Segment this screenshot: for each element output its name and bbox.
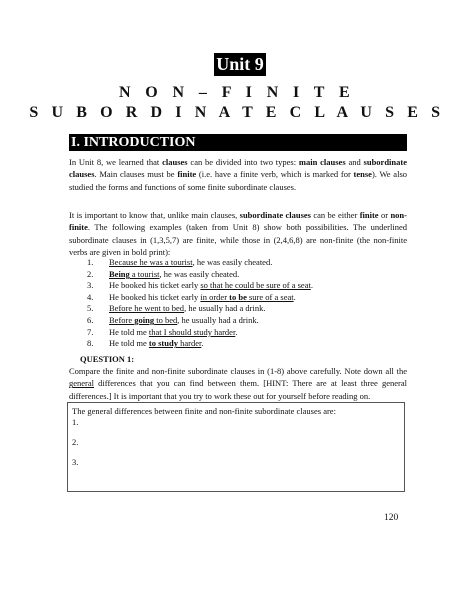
example-number: 5.	[87, 303, 94, 314]
underlined-text: so that he could be sure of a seat	[200, 280, 311, 291]
text-run: (i.e. have a finite verb, which is marked for	[196, 169, 354, 180]
text-run: or	[378, 210, 391, 220]
text-run: ). We also studied the forms and functions of some finite subordinate clauses.	[69, 169, 408, 192]
bold-term: subordinate clauses	[69, 157, 407, 180]
underlined-text: sure of a seat	[246, 291, 294, 302]
text-run: .	[293, 291, 296, 302]
bold-term: main clauses	[298, 157, 346, 167]
question-text	[69, 365, 407, 402]
example-item	[69, 338, 407, 350]
example-item	[69, 303, 407, 315]
unit-label: Unit 9	[214, 53, 266, 76]
example-number: 7.	[87, 326, 94, 337]
text-run: He booked his ticket early	[109, 280, 201, 291]
example-number: 2.	[87, 268, 94, 279]
text-run: , he usually had a drink.	[184, 303, 266, 314]
bold-term: Being	[109, 268, 130, 279]
example-item	[69, 292, 407, 304]
example-sentence	[109, 338, 203, 350]
answer-slot-1[interactable]: 1.	[72, 417, 79, 427]
text-run: , he was easily cheated.	[159, 268, 240, 279]
example-number: 4.	[87, 291, 94, 302]
underlined-text: general	[69, 378, 95, 389]
text-run: It is important to know that, unlike main clauses,	[69, 210, 240, 220]
bold-term: going	[134, 314, 155, 325]
example-item	[69, 315, 407, 327]
examples-list	[69, 257, 407, 350]
underlined-text: to bed	[154, 314, 178, 325]
answer-prompt: The general differences between finite and non-finite subordinate clauses are:	[72, 406, 336, 416]
underlined-text: that I should study harder	[148, 326, 236, 337]
title-line-2: S U B O R D I N A T E C L A U S E S	[29, 104, 445, 121]
example-item	[69, 280, 407, 292]
text-run: He booked his ticket early	[109, 291, 201, 302]
example-sentence	[109, 257, 272, 269]
text-run: and	[345, 157, 364, 167]
intro-paragraph-2	[69, 209, 407, 258]
bold-term: to be	[229, 291, 247, 302]
example-item	[69, 269, 407, 281]
title-line-1: N O N – F I N I T E	[118, 84, 356, 101]
page-number: 120	[384, 513, 399, 523]
underlined-text: Before he went to bed	[109, 303, 185, 314]
example-sentence	[109, 303, 266, 315]
bold-term: non-finite	[69, 210, 407, 233]
text-run: , he usually had a drink.	[177, 314, 259, 325]
text-run: can be either	[310, 210, 360, 220]
bold-term: clauses	[162, 157, 188, 167]
bold-term: tense	[353, 169, 372, 180]
example-sentence	[109, 269, 239, 281]
text-run: . The following examples (taken from Unit 8) show both possibilities. The underlined subordinate clauses in (1,3,5,7) are finite, while those in (2,4,6,8) are non-finite (the non-finite verbs are given in bold print):	[69, 222, 407, 257]
example-sentence	[109, 327, 237, 339]
bold-term: to study	[148, 338, 178, 349]
text-run: can be divided into two types:	[187, 157, 299, 167]
text-run: . Main clauses must be	[94, 169, 178, 180]
example-number: 1.	[87, 257, 94, 267]
example-sentence	[109, 292, 296, 304]
text-run: .	[201, 338, 204, 349]
text-run: In Unit 8, we learned that	[69, 157, 163, 167]
underlined-text: in order	[200, 291, 230, 302]
answer-slot-2[interactable]: 2.	[72, 437, 79, 447]
intro-paragraph-1	[69, 156, 407, 193]
example-sentence	[109, 315, 259, 327]
example-sentence	[109, 280, 313, 292]
answer-box[interactable]	[67, 402, 405, 492]
underlined-text: Before	[109, 314, 135, 325]
example-item	[69, 327, 407, 339]
bold-term: subordinate clauses	[239, 210, 311, 220]
underlined-text: harder	[177, 338, 202, 349]
example-number: 8.	[87, 338, 94, 349]
text-run: , he was easily cheated.	[192, 257, 273, 267]
example-number: 3.	[87, 280, 94, 291]
answer-slot-3[interactable]: 3.	[72, 457, 79, 467]
example-number: 6.	[87, 314, 94, 325]
text-run: Compare the finite and non-finite subordinate clauses in (1-8) above carefully. Note down all the	[69, 366, 407, 376]
question-title: QUESTION 1:	[80, 354, 135, 364]
text-run: He told me	[109, 338, 149, 349]
bold-term: finite	[359, 210, 379, 220]
underlined-text: Because he was a tourist	[109, 257, 193, 267]
bold-term: finite	[177, 169, 197, 180]
text-run: differences that you can find between them. [HINT: There are at least three general differences.] It is important that you try to work these out for yourself before reading on.	[69, 378, 407, 401]
text-run: He told me	[109, 326, 149, 337]
text-run: .	[235, 326, 238, 337]
section-heading: I. INTRODUCTION	[69, 134, 407, 151]
text-run: .	[310, 280, 313, 291]
underlined-text: a tourist	[129, 268, 160, 279]
example-item	[69, 257, 407, 269]
